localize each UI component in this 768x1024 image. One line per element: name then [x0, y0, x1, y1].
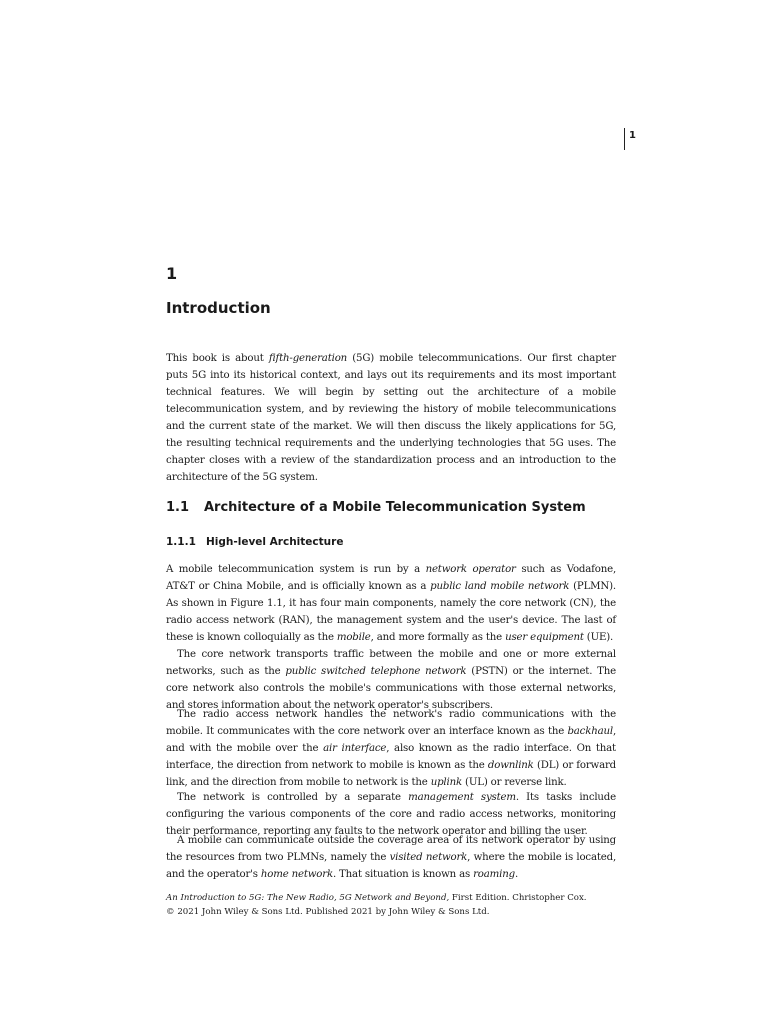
chapter-number: 1 [166, 264, 178, 283]
italic-term: network operator [425, 564, 516, 575]
body-paragraph [166, 706, 616, 791]
italic-term: user equipment [505, 632, 584, 643]
italic-term: management system [408, 792, 516, 803]
text-run: . That situation is known as [332, 869, 474, 880]
footer-book-title: An Introduction to 5G: The New Radio, 5G Network and Beyond, [166, 893, 450, 903]
italic-term: air interface [323, 743, 387, 754]
subsection-heading [166, 536, 343, 548]
italic-term: public land mobile network [430, 581, 570, 592]
section-number: 1.1 [166, 500, 190, 515]
italic-term: backhaul [567, 726, 613, 737]
footer-citation [166, 892, 626, 904]
text-run: . Its tasks include configuring the various components of the core and radio access networks, monitoring their performance, reporting any faults to the network operator and billing the user. [166, 792, 616, 837]
text-run: , also known as the radio interface. On that interface, the direction from network to mobile is known as the [166, 743, 616, 771]
text-run: , where the mobile is located, and the operator's [166, 852, 617, 880]
italic-term: visited network [389, 852, 468, 863]
text-run: The radio access network handles the network's radio communications with the mobile. It communicates with the core network over an interface known as the [166, 709, 616, 737]
subsection-title: High-level Architecture [206, 536, 344, 548]
section-heading [166, 500, 586, 515]
text-run: , and with the mobile over the [166, 726, 616, 754]
intro-paragraph [166, 350, 616, 486]
italic-term: mobile [336, 632, 371, 643]
italic-term: fifth-generation [268, 353, 348, 364]
text-run: (PSTN) or the internet. The core network also controls the mobile's communications with those external networks, and stores information about the network operator's subscribers. [166, 666, 616, 711]
text-run: The core network transports traffic between the mobile and one or more external networks, such as the [166, 649, 616, 677]
text-run: such as Vodafone, AT&T or China Mobile, and is officially known as a [166, 564, 617, 592]
text-run: A mobile telecommunication system is run by a [166, 564, 426, 575]
text-run: This book is about [166, 353, 269, 364]
section-title: Architecture of a Mobile Telecommunication System [204, 500, 586, 515]
footer-copyright: © 2021 John Wiley & Sons Ltd. Published 2021 by John Wiley & Sons Ltd. [166, 907, 490, 917]
page-number: 1 [629, 130, 636, 141]
italic-term: roaming [473, 869, 515, 880]
italic-term: uplink [430, 777, 462, 788]
text-run: (UL) or reverse link. [461, 777, 567, 788]
text-run: (5G) mobile telecommunications. Our first chapter puts 5G into its historical context, and lays out its requirements and its most important technical features. We will begin by setting out the architecture of a mobile telecommunication system, and by reviewing the history of mobile telecommunications and the current state of the market. We will then discuss the likely applications for 5G, the resulting technical requirements and the underlying technologies that 5G uses. The chapter closes with a review of the standardization process and an introduction to the architecture of the 5G system. [166, 353, 616, 483]
body-paragraph [166, 832, 616, 883]
text-run: (DL) or forward link, and the direction from mobile to network is the [166, 760, 616, 788]
italic-term: downlink [487, 760, 534, 771]
body-paragraph [166, 646, 616, 714]
text-run: , and more formally as the [370, 632, 506, 643]
text-run: (PLMN). As shown in Figure 1.1, it has four main components, namely the core network (CN), the radio access network (RAN), the management system and the user's device. The last of these is known colloquially as the [166, 581, 616, 643]
footer-edition-author: First Edition. Christopher Cox. [449, 893, 587, 903]
page-number-rule [624, 128, 625, 150]
text-run: The network is controlled by a separate [177, 792, 409, 803]
text-run: (UE). [583, 632, 614, 643]
subsection-number: 1.1.1 [166, 536, 196, 548]
body-paragraph [166, 561, 616, 646]
italic-term: public switched telephone network [285, 666, 467, 677]
text-run: A mobile can communicate outside the coverage area of its network operator by using the resources from two PLMNs, namely the [166, 835, 616, 863]
chapter-title: Introduction [166, 299, 271, 317]
italic-term: home network [260, 869, 333, 880]
text-run: . [514, 869, 518, 880]
